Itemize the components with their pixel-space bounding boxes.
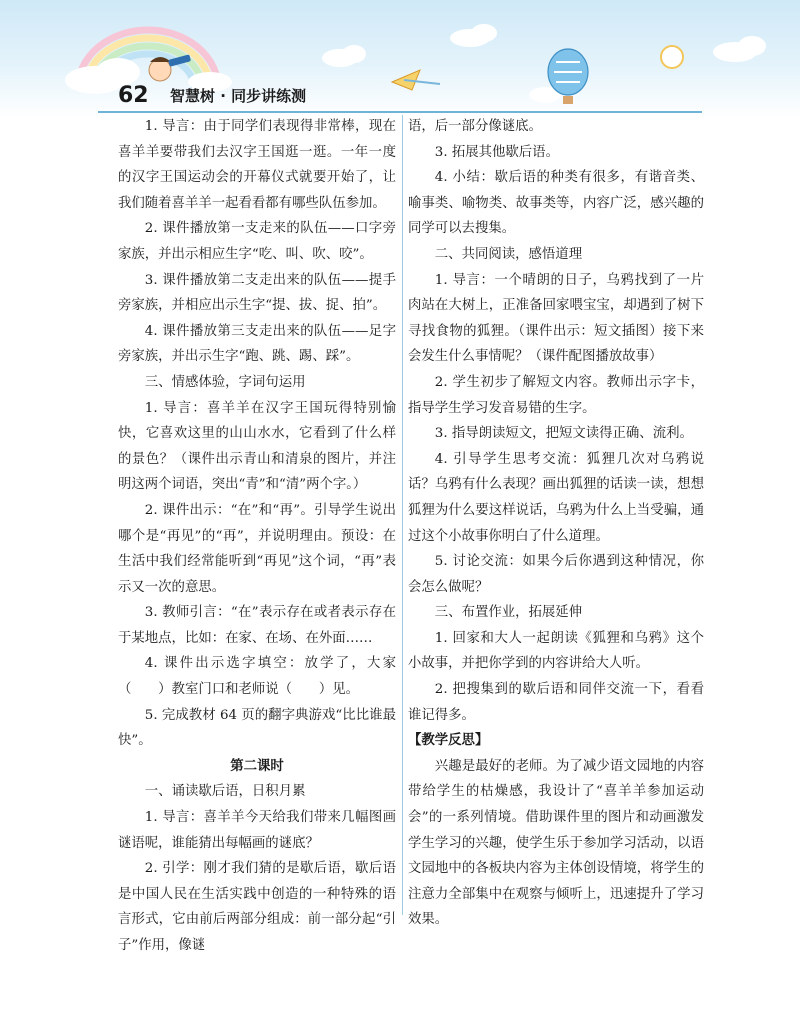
paragraph: 2. 把搜集到的歇后语和同伴交流一下，看看谁记得多。 <box>408 682 704 723</box>
paragraph: 3. 课件播放第二支走出来的队伍——提手旁家族，并相应出示生字“提、拔、捉、拍”。 <box>118 272 396 314</box>
section-heading: 三、布置作业，拓展延伸 <box>434 605 583 621</box>
paragraph: 2. 课件出示：“在”和“再”。引导学生说出哪个是“再见”的“再”，并说明理由。预设：在生活中我们经常能听到“再见”这个词，“再”表示又一次的意思。 <box>118 502 396 595</box>
paragraph: 5. 讨论交流：如果今后你遇到这种情况，你会怎么做呢？ <box>408 554 704 595</box>
paragraph: 4. 引导学生思考交流：狐狸几次对乌鸦说话？乌鸦有什么表现？画出狐狸的话读一读，想想狐狸为什么要这样说话，乌鸦为什么上当受骗，通过这个小故事你明白了什么道理。 <box>408 451 704 544</box>
paragraph: 1. 导言：喜羊羊在汉字王国玩得特别愉快，它喜欢这里的山山水水，它看到了什么样的景色？（课件出示青山和清泉的图片，并注明这两个词语，突出“青”和“清”两个字。） <box>118 400 396 493</box>
series-title: 智慧树 · 同步讲练测 <box>170 87 307 105</box>
paragraph: 2. 学生初步了解短文内容。教师出示字卡，指导学生学习发音易错的生字。 <box>408 374 704 416</box>
column-divider <box>402 115 403 915</box>
sun-icon <box>661 46 683 68</box>
paragraph: 1. 导言：喜羊羊今天给我们带来几幅图画谜语呢，谁能猜出每幅画的谜底？ <box>118 810 396 851</box>
paragraph: 4. 小结：歇后语的种类有很多，有谐音类、喻事类、喻物类、故事类等，内容广泛，感兴趣的同学可以去搜集。 <box>408 170 704 237</box>
paragraph: 1. 导言：由于同学们表现得非常棒，现在喜羊羊要带我们去汉字王国逛一逛。一年一度的汉字王国运动会的开幕仪式就要开始了，让我们随着喜羊羊一起看看都有哪些队伍参加。 <box>118 119 396 211</box>
paragraph: 3. 指导朗读短文，把短文读得正确、流利。 <box>434 426 693 442</box>
paragraph: 1. 导言：一个晴朗的日子，乌鸦找到了一片肉站在大树上，正准备回家喂宝宝，却遇到了树下寻找食物的狐狸。（课件出示：短文插图）接下来会发生什么事情呢？（课件配图播放故事） <box>408 272 704 365</box>
section-heading: 一、诵读歇后语，日积月累 <box>144 784 306 800</box>
page-number: 62 <box>118 83 149 108</box>
paragraph: 语，后一部分像谜底。 <box>408 119 542 134</box>
left-column <box>118 114 396 959</box>
paragraph: 4. 课件播放第三支走出来的队伍——足字旁家族，并出示生字“跑、跳、踢、踩”。 <box>118 323 396 365</box>
paragraph: 4. 课件出示选字填空：放学了，大家（ ）教室门口和老师说（ ）见。 <box>118 656 396 698</box>
paragraph: 1. 回家和大人一起朗读《狐狸和乌鸦》这个小故事，并把你学到的内容讲给大人听。 <box>408 630 704 672</box>
paragraph: 兴趣是最好的老师。为了减少语文园地的内容带给学生的枯燥感，我设计了“喜羊羊参加运动会”的一系列情境。借助课件里的图片和动画激发学生学习的兴趣，使学生乐于参加学习活动，以语文园地中的各板块内容为主体创设情境，将学生的注意力全部集中在观察与倾听上，迅速提升了学习效果。 <box>408 758 704 928</box>
paragraph: 2. 引学：刚才我们猜的是歇后语，歇后语是中国人民在生活实践中创造的一种特殊的语言形式，它由前后两部分组成：前一部分起“引子”作用，像谜 <box>118 861 396 953</box>
kite-icon <box>392 70 440 90</box>
paragraph: 3. 拓展其他歇后语。 <box>434 144 559 160</box>
header-rule <box>98 111 702 113</box>
reflection-heading: 【教学反思】 <box>408 733 489 749</box>
paragraph: 5. 完成教材 64 页的翻字典游戏“比比谁最快”。 <box>118 707 396 749</box>
paragraph: 2. 课件播放第一支走来的队伍——口字旁家族，并出示相应生字“吃、叫、吹、咬”。 <box>118 221 396 262</box>
section-heading: 三、情感体验，字词句运用 <box>144 374 306 390</box>
paragraph: 3. 教师引言：“在”表示存在或者表示存在于某地点，比如：在家、在场、在外面…… <box>118 605 396 646</box>
lesson-title: 第二课时 <box>230 758 284 774</box>
section-heading: 二、共同阅读，感悟道理 <box>434 246 583 262</box>
header-banner <box>0 0 800 118</box>
right-column <box>408 114 704 933</box>
